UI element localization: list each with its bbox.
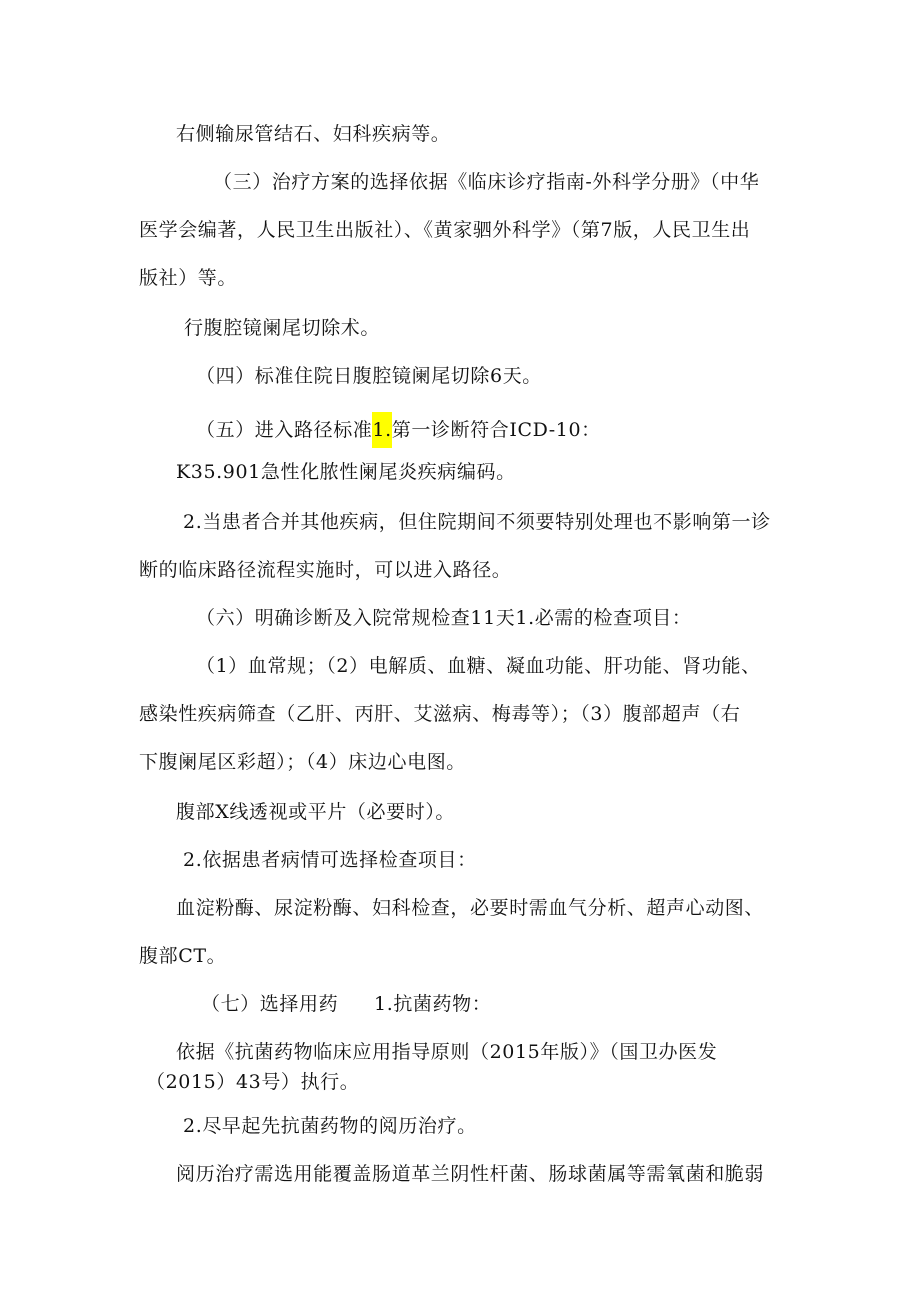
text-line: （2015）43号）执行。: [146, 1071, 360, 1093]
text-line: 腹部CT。: [139, 945, 227, 967]
section-heading-7: （七）选择用药: [201, 993, 339, 1015]
text-line: （1）血常规；（2）电解质、血糖、凝血功能、肝功能、肾功能、: [196, 655, 761, 677]
text-line: K35.901急性化脓性阑尾炎疾病编码。: [176, 461, 516, 483]
section-heading-5: [196, 412, 601, 448]
section-heading-4: （四）标准住院日腹腔镜阑尾切除6天。: [196, 365, 542, 387]
text-line: 血淀粉酶、尿淀粉酶、妇科检查，必要时需血气分析、超声心动图、: [176, 897, 765, 919]
text-line: 下腹阑尾区彩超）；（4）床边心电图。: [139, 751, 466, 773]
section-heading-5-rest: 第一诊断符合ICD-10：: [391, 419, 601, 441]
text-line: 右侧输尿管结石、妇科疾病等。: [176, 123, 451, 145]
text-line: 阅历治疗需选用能覆盖肠道革兰阴性杆菌、肠球菌属等需氧菌和脆弱: [176, 1163, 765, 1185]
text-line: 2.尽早起先抗菌药物的阅历治疗。: [183, 1115, 477, 1137]
text-line: 版社）等。: [139, 267, 238, 289]
text-line: 依据《抗菌药物临床应用指导原则（2015年版）》（国卫办医发: [176, 1041, 718, 1063]
section-heading-5-text: （五）进入路径标准: [196, 419, 373, 441]
text-line: 行腹腔镜阑尾切除术。: [184, 317, 381, 339]
text-line: 感染性疾病筛查（乙肝、丙肝、艾滋病、梅毒等）；（3）腹部超声（右: [139, 703, 741, 725]
section-heading-6: （六）明确诊断及入院常规检查11天1.必需的检查项目：: [196, 607, 692, 629]
section-heading-3: （三）治疗方案的选择依据《临床诊疗指南-外科学分册》（中华: [213, 171, 760, 193]
text-line: 断的临床路径流程实施时，可以进入路径。: [139, 559, 512, 581]
text-line: 腹部X线透视或平片（必要时）。: [176, 801, 456, 823]
text-line: 1.抗菌药物：: [374, 993, 492, 1015]
text-line: 医学会编著，人民卫生出版社）、《黄家驷外科学》（第7版，人民卫生出: [139, 219, 751, 241]
highlighted-number: 1.: [372, 412, 391, 448]
text-line: 2.依据患者病情可选择检查项目：: [183, 849, 477, 871]
text-line: 2.当患者合并其他疾病，但住院期间不须要特别处理也不影响第一诊: [183, 511, 771, 533]
